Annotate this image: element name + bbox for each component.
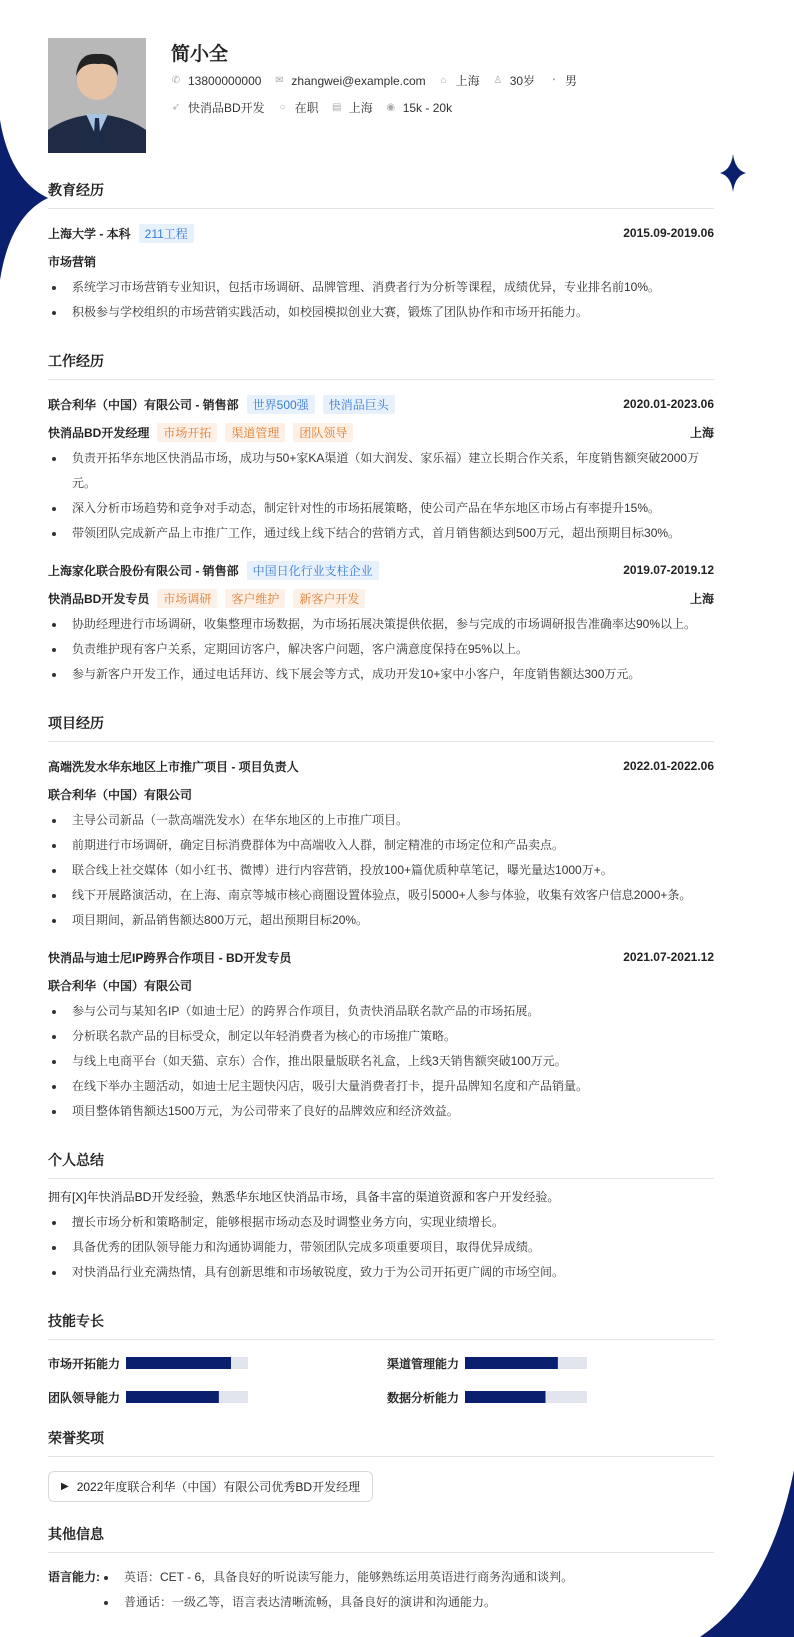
age: 30岁 [509,74,536,88]
profile-header [48,38,714,153]
section-title: 项目经历 [48,713,714,742]
tag: 新客户开发 [293,589,365,608]
list-item: 对快消品行业充满热情，具有创新思维和市场敏锐度，致力于为公司开拓更广阔的市场空间。 [48,1260,714,1285]
gender-icon: ◔ [550,75,557,86]
date: 2019.07-2019.12 [623,563,714,577]
skill-bar [465,1357,587,1369]
tag: 211工程 [139,224,194,243]
section-title: 教育经历 [48,180,714,209]
summary-section [48,1150,714,1285]
skill-item [48,1386,387,1408]
project-name: 快消品与迪士尼IP跨界合作项目 - BD开发专员 [48,950,292,965]
list-item: 积极参与学校组织的市场营销实践活动，如校园模拟创业大赛，锻炼了团队协作和市场开拓能力。 [48,300,714,325]
list-item: 线下开展路演活动，在上海、南京等城市核心商圈设置体验点，吸引5000+人参与体验，收集有效客户信息2000+条。 [48,883,714,908]
tag: 团队领导 [293,423,353,442]
section-title: 工作经历 [48,351,714,380]
tag: 中国日化行业支柱企业 [247,561,379,580]
major: 市场营销 [48,254,97,269]
list-item: 系统学习市场营销专业知识，包括市场调研、品牌管理、消费者行为分析等课程，成绩优异，专业排名前10%。 [48,275,714,300]
city: 上海 [689,591,714,606]
skill-bar [126,1391,248,1403]
tag: 市场调研 [157,589,217,608]
home-icon: ⌂ [440,75,447,86]
project-org: 联合利华（中国）有限公司 [48,978,193,993]
language-label: 语言能力: [48,1570,100,1584]
building-icon: ▤ [331,102,342,113]
salary: 15k - 20k [402,100,453,115]
list-item: 参与新客户开发工作，通过电话拜访、线下展会等方式，成功开发10+家中小客户，年度销售额达300万元。 [48,662,714,687]
skill-bar [126,1357,248,1369]
list-item: 在线下举办主题活动，如迪士尼主题快闪店，吸引大量消费者打卡，提升品牌知名度和产品销量。 [48,1074,714,1099]
resume [48,38,714,1615]
section-title: 技能专长 [48,1311,714,1340]
tag: 渠道管理 [225,423,285,442]
company: 联合利华（中国）有限公司 - 销售部 [48,397,239,412]
list-item: 前期进行市场调研，确定目标消费群体为中高端收入人群，制定精准的市场定位和产品卖点。 [48,833,714,858]
list-item: 项目期间，新品销售额达800万元，超出预期目标20%。 [48,908,714,933]
list-item: 负责开拓华东地区快消品市场，成功与50+家KA渠道（如大润发、家乐福）建立长期合作关系，年度销售额突破2000万元。 [48,446,714,496]
project-org: 联合利华（中国）有限公司 [48,787,193,802]
list-item: 深入分析市场趋势和竞争对手动态，制定针对性的市场拓展策略，使公司产品在华东地区市场占有率提升15%。 [48,496,714,521]
list-item: 带领团队完成新产品上市推广工作，通过线上线下结合的营销方式，首月销售额达到500万元，超出预期目标30%。 [48,521,714,546]
date: 2022.01-2022.06 [623,759,714,773]
date: 2021.07-2021.12 [623,950,714,964]
tag: 客户维护 [225,589,285,608]
other-section [48,1524,714,1615]
skill-item [48,1352,387,1374]
skill-bar [465,1391,587,1403]
skill-name: 数据分析能力 [387,1390,460,1405]
target-job: 快消品BD开发 [188,101,265,115]
section-title: 个人总结 [48,1150,714,1179]
email[interactable]: zhangwei@example.com [291,73,426,88]
list-item: 擅长市场分析和策略制定，能够根据市场动态及时调整业务方向，实现业绩增长。 [48,1210,714,1235]
cake-icon: ♙ [493,75,503,86]
target-city: 上海 [348,101,373,115]
section-title: 荣誉奖项 [48,1428,714,1457]
award-item[interactable] [48,1471,373,1502]
gender: 男 [565,74,578,88]
list-item: 与线上电商平台（如天猫、京东）合作，推出限量版联名礼盒，上线3天销售额突破100万元。 [48,1049,714,1074]
role: 快消品BD开发经理 [48,425,150,440]
section-title: 其他信息 [48,1524,714,1553]
tag: 快消品巨头 [323,395,395,414]
project-section [48,713,714,1124]
list-item: 参与公司与某知名IP（如迪士尼）的跨界合作项目，负责快消品联名款产品的市场拓展。 [48,999,714,1024]
list-item: 英语：CET - 6，具备良好的听说读写能力，能够熟练运用英语进行商务沟通和谈判。 [100,1565,573,1590]
list-item: 普通话：一级乙等，语言表达清晰流畅，具备良好的演讲和沟通能力。 [100,1590,573,1615]
project-name: 高端洗发水华东地区上市推广项目 - 项目负责人 [48,759,299,774]
summary-intro: 拥有[X]年快消品BD开发经验，熟悉华东地区快消品市场，具备丰富的渠道资源和客户开发经验。 [48,1190,560,1204]
phone: 13800000000 [188,73,262,88]
date: 2020.01-2023.06 [623,397,714,411]
location: 上海 [455,74,480,88]
list-item: 联合线上社交媒体（如小红书、微博）进行内容营销，投放100+篇优质种草笔记，曝光量达1000万+。 [48,858,714,883]
company: 上海家化联合股份有限公司 - 销售部 [48,563,239,578]
city: 上海 [689,425,714,440]
job-status: 在职 [294,101,319,115]
tag: 世界500强 [247,395,315,414]
candidate-name: 简小全 [171,44,229,65]
award-text: 2022年度联合利华（中国）有限公司优秀BD开发经理 [76,1480,361,1494]
school: 上海大学 - 本科 [48,226,131,241]
skill-name: 团队领导能力 [48,1390,121,1405]
phone-icon: ✆ [171,75,181,86]
role: 快消品BD开发专员 [48,591,150,606]
skill-bar-fill [465,1391,546,1403]
skill-item [387,1352,687,1374]
date: 2015.09-2019.06 [623,226,714,240]
skill-name: 渠道管理能力 [387,1356,460,1371]
status-icon: ○ [279,102,286,113]
decorative-left-curve [0,120,50,280]
awards-section [48,1428,714,1502]
list-item: 主导公司新品（一款高端洗发水）在华东地区的上市推广项目。 [48,808,714,833]
list-item: 负责维护现有客户关系，定期回访客户，解决客户问题，客户满意度保持在95%以上。 [48,637,714,662]
tag: 市场开拓 [157,423,217,442]
skill-name: 市场开拓能力 [48,1356,121,1371]
education-section [48,180,714,325]
list-item: 具备优秀的团队领导能力和沟通协调能力，带领团队完成多项重要项目，取得优异成绩。 [48,1235,714,1260]
email-icon: ✉ [275,75,284,86]
send-icon: ➶ [171,102,181,113]
list-item: 分析联名款产品的目标受众，制定以年轻消费者为核心的市场推广策略。 [48,1024,714,1049]
list-item: 协助经理进行市场调研，收集整理市场数据，为市场拓展决策提供依据，参与完成的市场调研报告准确率达90%以上。 [48,612,714,637]
triangle-right-icon: ▶ [61,1481,69,1492]
skill-item [387,1386,687,1408]
skill-bar-fill [126,1357,231,1369]
skill-bar-fill [465,1357,558,1369]
star-icon [720,154,746,192]
skill-bar-fill [126,1391,219,1403]
salary-icon: ◉ [386,102,396,113]
work-section [48,351,714,687]
list-item: 项目整体销售额达1500万元，为公司带来了良好的品牌效应和经济效益。 [48,1099,714,1124]
avatar [48,38,146,153]
skills-section [48,1311,714,1408]
